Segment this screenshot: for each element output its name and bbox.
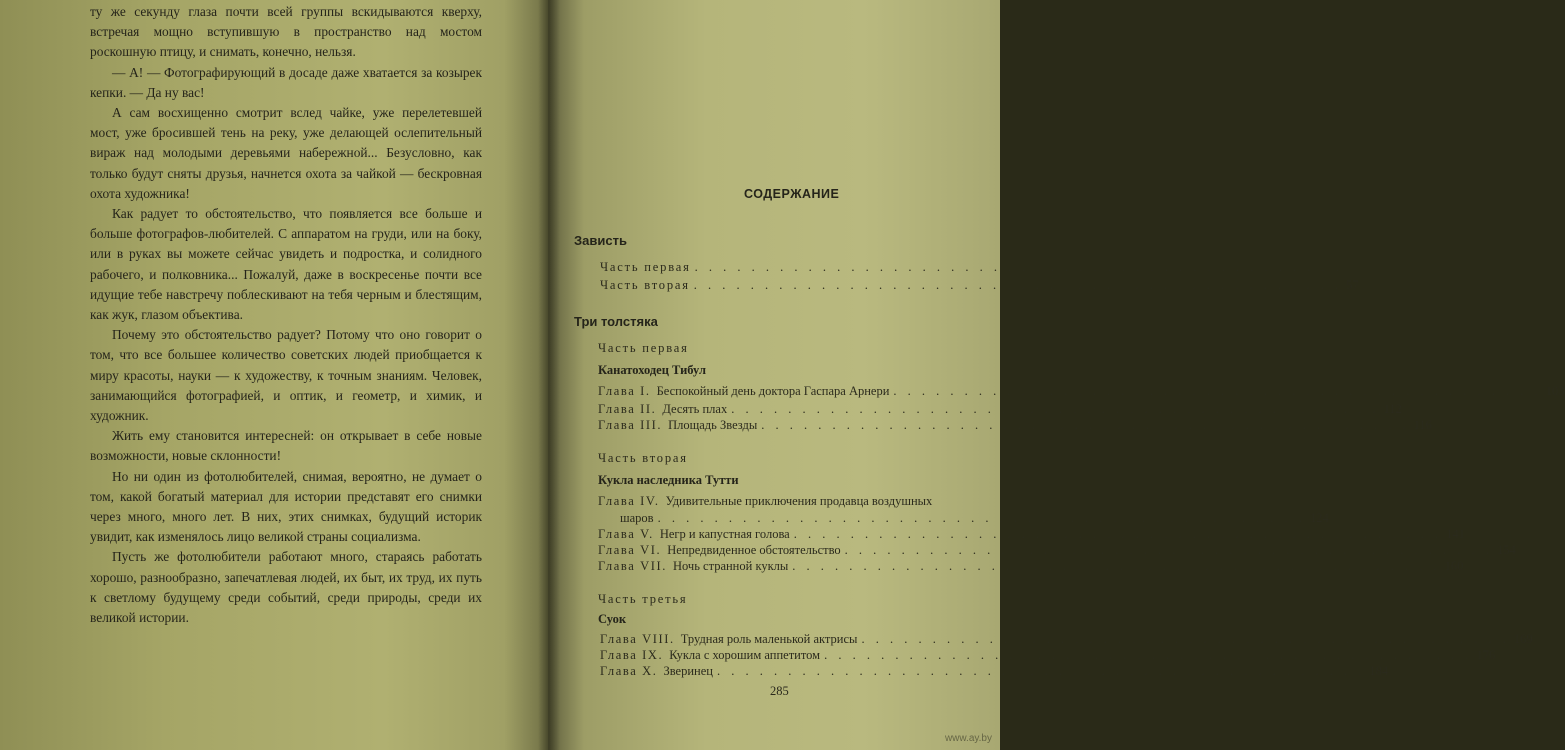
chapter-title: Негр и капустная голова [659, 527, 790, 541]
book-gutter [538, 0, 560, 750]
chapter-number: Глава IX. [600, 648, 664, 662]
entry-dots: . . . . . . . . . . . . . . . . . . . . . . . . . . . . . . . . . . . . . . . . . . . . . . [761, 418, 1410, 432]
section-title-zavist: Зависть [574, 233, 627, 248]
entry-title: Часть первая [600, 260, 691, 274]
left-page-text [90, 2, 482, 628]
entry-dots: . . . . . . . . . . . . . . . . . . . . . . . . . . . . . . . . . . . . . . . . . . . . . . [824, 648, 1473, 662]
entry-dots: . . . . . . . . . . . . . . . . . . . . . . . . . . . . . . . . . . . . . . . . . . . . . . [893, 384, 1542, 398]
entry-page: 176 [1476, 648, 1496, 662]
chapter-number: Глава II. [598, 402, 657, 416]
page-number: 285 [770, 684, 789, 698]
chapter-title: Площадь Звезды [668, 418, 758, 432]
paragraph: Почему это обстоятельство радует? Потому что оно говорит о том, что все большее количество советских людей приобщается к миру красоты, науки — к художеству, к точным знаниям. Человек, занимающийся фотографией, и оптик, и геометр, и химик, и художник. [90, 327, 482, 424]
part-subtitle: Канатоходец Тибул [598, 363, 707, 377]
chapter-number: Глава VIII. [600, 632, 675, 646]
toc-entry [600, 258, 1344, 276]
chapter-number: Глава V. [598, 527, 654, 541]
paragraph: А сам восхищенно смотрит вслед чайке, уже перелетевшей мост, уже бросившей тень на реку, уже делающей ослепительный вираж над молодыми деревьями набережной... Безусловно, как только будут сняты друзья, начнется охота за чайкой — бескровная охота художника! [90, 105, 482, 201]
chapter-title: Десять плах [662, 402, 728, 416]
toc-entry [598, 557, 1464, 575]
entry-page: 57 [1346, 278, 1359, 292]
paragraph: Но ни один из фотолюбителей, снимая, вероятно, не думает о том, какой богатый материал для истории представят его снимки через много, много лет. В них, этих снимках, будущий историк увидит, как изменялось лицо великой страны социализма. [90, 468, 482, 545]
entry-page: 141 [1446, 527, 1465, 541]
entry-page: 154 [1497, 543, 1516, 557]
chapter-number: Глава I. [598, 384, 651, 398]
chapter-title: Зверинец [663, 664, 713, 678]
chapter-title: Непредвиденное обстоятельство [667, 543, 841, 557]
part-subtitle: Кукла наследника Тутти [598, 473, 739, 487]
chapter-title: Удивительные приключения продавца воздушных [665, 494, 933, 508]
toc-entry [600, 662, 1389, 680]
entry-page: 116 [1413, 418, 1432, 432]
entry-page: 103 [1545, 384, 1565, 398]
entry-page: 160 [1444, 559, 1464, 573]
entry-page: 124 [1309, 511, 1329, 525]
paragraph: Пусть же фотолюбители работают много, стараясь работать хорошо, разнообразно, запечатлевая людей, их быт, их труд, их путь к светлому будущему среди событий, среди природы, среди их великой истории. [90, 549, 482, 626]
section-title-three-fat-men: Три толстяка [574, 314, 658, 329]
chapter-title: Кукла с хорошим аппетитом [669, 648, 821, 662]
entry-page: 112 [1383, 402, 1402, 416]
part-label: Часть первая [598, 341, 689, 355]
chapter-title: Беспокойный день доктора Гаспара Арнери [656, 384, 890, 398]
chapter-number: Глава VI. [598, 543, 662, 557]
toc-title: СОДЕРЖАНИЕ [744, 187, 840, 201]
entry-page: 169 [1513, 632, 1533, 646]
part-subtitle: Суок [598, 612, 627, 626]
entry-dots: . . . . . . . . . . . . . . . . . . . . . . . . . . . . . . . . . . . . . . . . . . . . . . [731, 402, 1380, 416]
toc-entry [598, 492, 998, 510]
toc-entry [600, 276, 1359, 294]
entry-dots: . . . . . . . . . . . . . . . . . . . . . . . . . . . . . . . . . . . . . . . . . . . . . . [694, 260, 1344, 274]
paragraph: Жить ему становится интересней: он открывает в себе новые возможности, новые склонности! [90, 428, 482, 464]
toc-entry [598, 416, 1432, 434]
paragraph: Как радует то обстоятельство, что появляется все больше и больше фотографов-любителей. С аппаратом на груди, или на боку, или в руках вы можете сейчас увидеть и подростка, и солидного рабочего, и полковника... Пожалуй, даже в воскресенье почти все идущие тебе навстречу поблескивают на тебя черным и блестящим, как жук, глазом объектива. [90, 206, 482, 323]
chapter-title-continued: шаров [620, 511, 654, 525]
entry-dots: . . . . . . . . . . . . . . . . . . . . . . . . . . . . . . . . . . . . . . . . . . . . . . [844, 543, 1494, 557]
entry-dots: . . . . . . . . . . . . . . . . . . . . . . . . . . . . . . . . . . . . . . . . . . . . . . [716, 664, 1366, 678]
toc-entry [598, 382, 1565, 400]
entry-dots: . . . . . . . . . . . . . . . . . . . . . . . . . . . . . . . . . . . . . . . . . . . . . . [861, 632, 1510, 646]
part-label: Часть третья [598, 592, 688, 606]
chapter-number: Глава X. [600, 664, 658, 678]
entry-dots: . . . . . . . . . . . . . . . . . . . . . . . . . . . . . . . . . . . . . . . . . . . . . . [693, 278, 1343, 292]
chapter-title: Ночь странной куклы [672, 559, 789, 573]
paragraph: — А! — Фотографирующий в досаде даже хватается за козырек кепки. — Да ну вас! [90, 64, 482, 100]
entry-dots: . . . . . . . . . . . . . . . . . . . . . . . . . . . . . . . . . . . . . . . . . . . . . . [792, 559, 1441, 573]
paragraph: ту же секунду глаза почти всей группы вскидываются кверху, встречая мощно вступившую в пространство над мостом роскошную птицу, и снимать, конечно, нельзя. [90, 4, 482, 60]
chapter-number: Глава IV. [598, 494, 660, 508]
entry-dots: . . . . . . . . . . . . . . . . . . . . . . . . . . . . . . . . . . . . . . . . . . . . . . [793, 527, 1443, 541]
chapter-number: Глава III. [598, 418, 663, 432]
chapter-number: Глава VII. [598, 559, 667, 573]
entry-title: Часть вторая [600, 278, 690, 292]
part-label: Часть вторая [598, 451, 688, 465]
chapter-title: Трудная роль маленькой актрисы [680, 632, 858, 646]
entry-dots: . . . . . . . . . . . . . . . . . . . . . . . . . . . . . . . . . . . . . . . . . . . . . . [657, 511, 1306, 525]
watermark: www.ay.by [944, 733, 992, 744]
entry-page: 184 [1369, 664, 1389, 678]
